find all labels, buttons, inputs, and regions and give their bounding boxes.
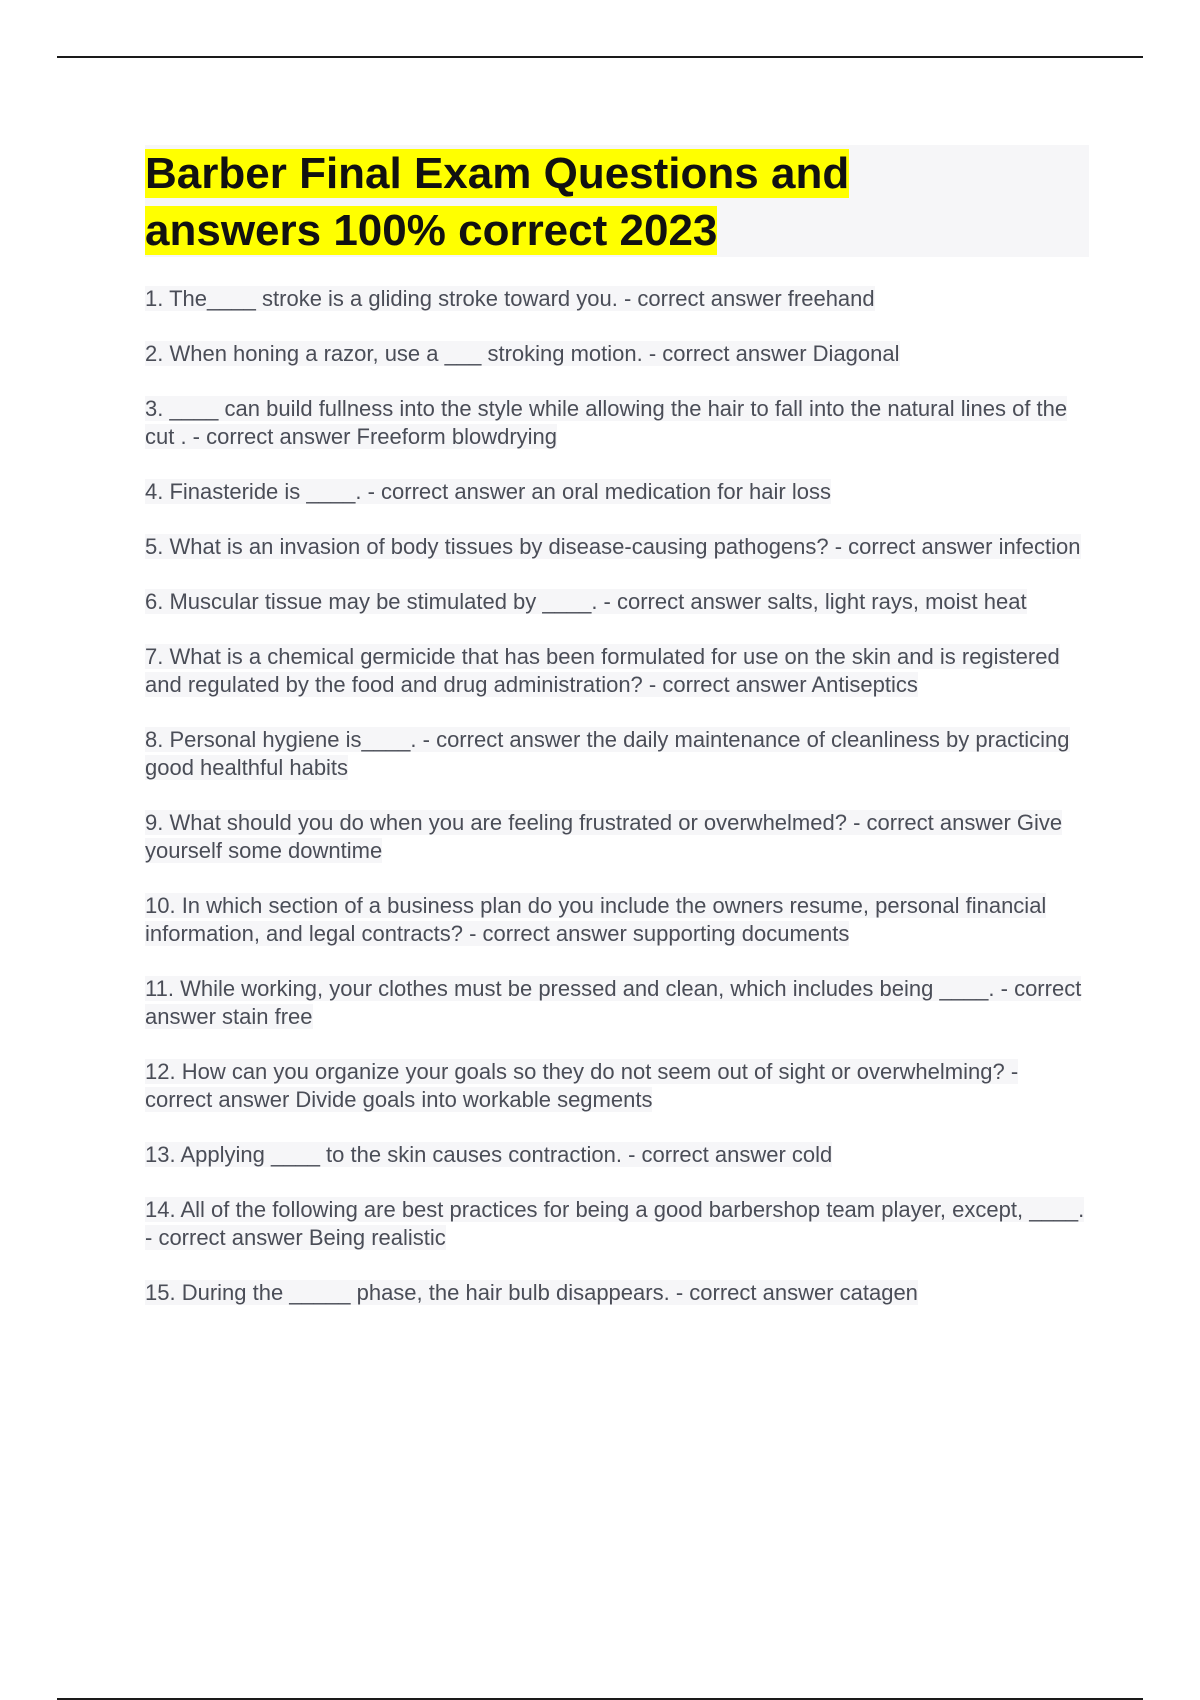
- question-item: [145, 726, 1090, 782]
- question-text: 9. What should you do when you are feeling frustrated or overwhelmed? - correct answer Give yourself some downtime: [145, 810, 1063, 863]
- question-item: [145, 809, 1090, 865]
- question-text: 2. When honing a razor, use a ___ stroking motion. - correct answer Diagonal: [145, 341, 900, 366]
- question-item: [145, 1196, 1090, 1252]
- question-text: 5. What is an invasion of body tissues by disease-causing pathogens? - correct answer infection: [145, 534, 1081, 559]
- question-list: [145, 285, 1090, 1334]
- question-item: [145, 975, 1090, 1031]
- question-text: 3. ____ can build fullness into the style while allowing the hair to fall into the natural lines of the cut . - correct answer Freeform blowdrying: [145, 396, 1068, 449]
- question-item: [145, 533, 1090, 561]
- question-item: [145, 478, 1090, 506]
- question-item: [145, 285, 1090, 313]
- question-item: [145, 588, 1090, 616]
- document-title: [145, 145, 945, 259]
- question-item: [145, 340, 1090, 368]
- question-text: 10. In which section of a business plan do you include the owners resume, personal financial information, and legal contracts? - correct answer supporting documents: [145, 893, 1047, 946]
- question-item: [145, 892, 1090, 948]
- question-text: 7. What is a chemical germicide that has been formulated for use on the skin and is registered and regulated by the food and drug administration? - correct answer Antiseptics: [145, 644, 1060, 697]
- question-item: [145, 1279, 1090, 1307]
- question-text: 6. Muscular tissue may be stimulated by ____. - correct answer salts, light rays, moist heat: [145, 589, 1027, 614]
- document-title-text: Barber Final Exam Questions and answers 100% correct 2023: [145, 149, 850, 255]
- question-item: [145, 1058, 1090, 1114]
- question-text: 15. During the _____ phase, the hair bulb disappears. - correct answer catagen: [145, 1280, 918, 1305]
- question-text: 1. The____ stroke is a gliding stroke toward you. - correct answer freehand: [145, 286, 875, 311]
- question-item: [145, 643, 1090, 699]
- question-text: 12. How can you organize your goals so they do not seem out of sight or overwhelming? - correct answer Divide goals into workable segments: [145, 1059, 1019, 1112]
- question-item: [145, 395, 1090, 451]
- title-block: [145, 145, 1089, 257]
- question-item: [145, 1141, 1090, 1169]
- question-text: 8. Personal hygiene is____. - correct answer the daily maintenance of cleanliness by practicing good healthful habits: [145, 727, 1070, 780]
- question-text: 4. Finasteride is ____. - correct answer an oral medication for hair loss: [145, 479, 831, 504]
- question-text: 14. All of the following are best practices for being a good barbershop team player, except, ____. - correct answer Being realistic: [145, 1197, 1085, 1250]
- question-text: 13. Applying ____ to the skin causes contraction. - correct answer cold: [145, 1142, 833, 1167]
- header-rule: [57, 56, 1143, 58]
- question-text: 11. While working, your clothes must be pressed and clean, which includes being ____. - correct answer stain free: [145, 976, 1082, 1029]
